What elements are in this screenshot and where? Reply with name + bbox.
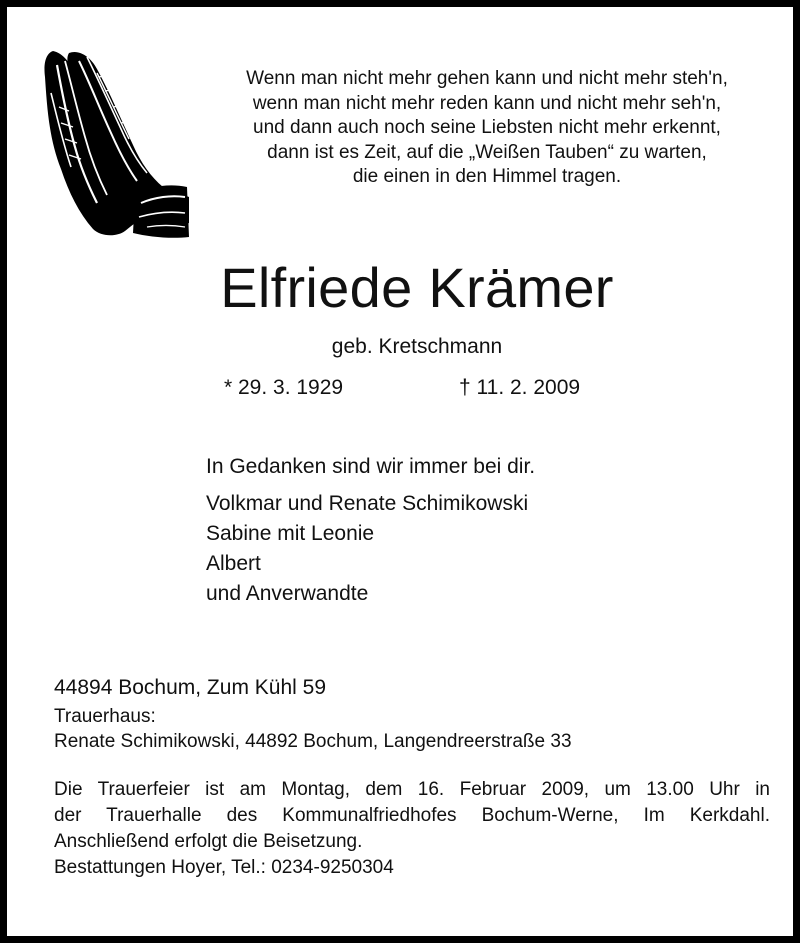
mourner: Albert <box>206 552 261 575</box>
poem-line: und dann auch noch seine Liebsten nicht mehr erkennt, <box>253 117 721 138</box>
born-name: geb. Kretschmann <box>331 335 503 358</box>
poem-line: Wenn man nicht mehr gehen kann und nicht mehr steh'n, <box>246 68 728 89</box>
ceremony-line: Anschließend erfolgt die Beisetzung. <box>54 831 363 852</box>
mourner: und Anverwandte <box>206 582 369 605</box>
poem-line: dann ist es Zeit, auf die „Weißen Tauben“ zu warten, <box>267 141 707 163</box>
deceased-name: Elfriede Krämer <box>220 256 614 319</box>
praying-hands-icon <box>39 47 191 239</box>
mourner: Sabine mit Leonie <box>206 522 375 545</box>
ceremony-line: der Trauerhalle des Kommunalfriedhofes Bochum-Werne, Im Kerkdahl. <box>54 805 770 826</box>
ceremony-line: Die Trauerfeier ist am Montag, dem 16. Februar 2009, um 13.00 Uhr in <box>54 779 770 800</box>
mourner: Volkmar und Renate Schimikowski <box>206 492 529 515</box>
mourning-house-address: Renate Schimikowski, 44892 Bochum, Langendreerstraße 33 <box>54 731 572 752</box>
poem-line: die einen in den Himmel tragen. <box>352 166 622 187</box>
birth-date: * 29. 3. 1929 <box>224 376 344 399</box>
mourning-house-label: Trauerhaus: <box>54 706 156 727</box>
ceremony-line: Bestattungen Hoyer, Tel.: 0234-9250304 <box>54 857 394 878</box>
mourners-list <box>206 489 528 609</box>
poem <box>197 67 777 190</box>
ceremony-info <box>54 777 770 881</box>
death-date: † 11. 2. 2009 <box>459 376 581 399</box>
poem-line: wenn man nicht mehr reden kann und nicht mehr seh'n, <box>252 92 722 114</box>
family-address: 44894 Bochum, Zum Kühl 59 <box>54 676 326 699</box>
motto: In Gedanken sind wir immer bei dir. <box>206 455 536 478</box>
